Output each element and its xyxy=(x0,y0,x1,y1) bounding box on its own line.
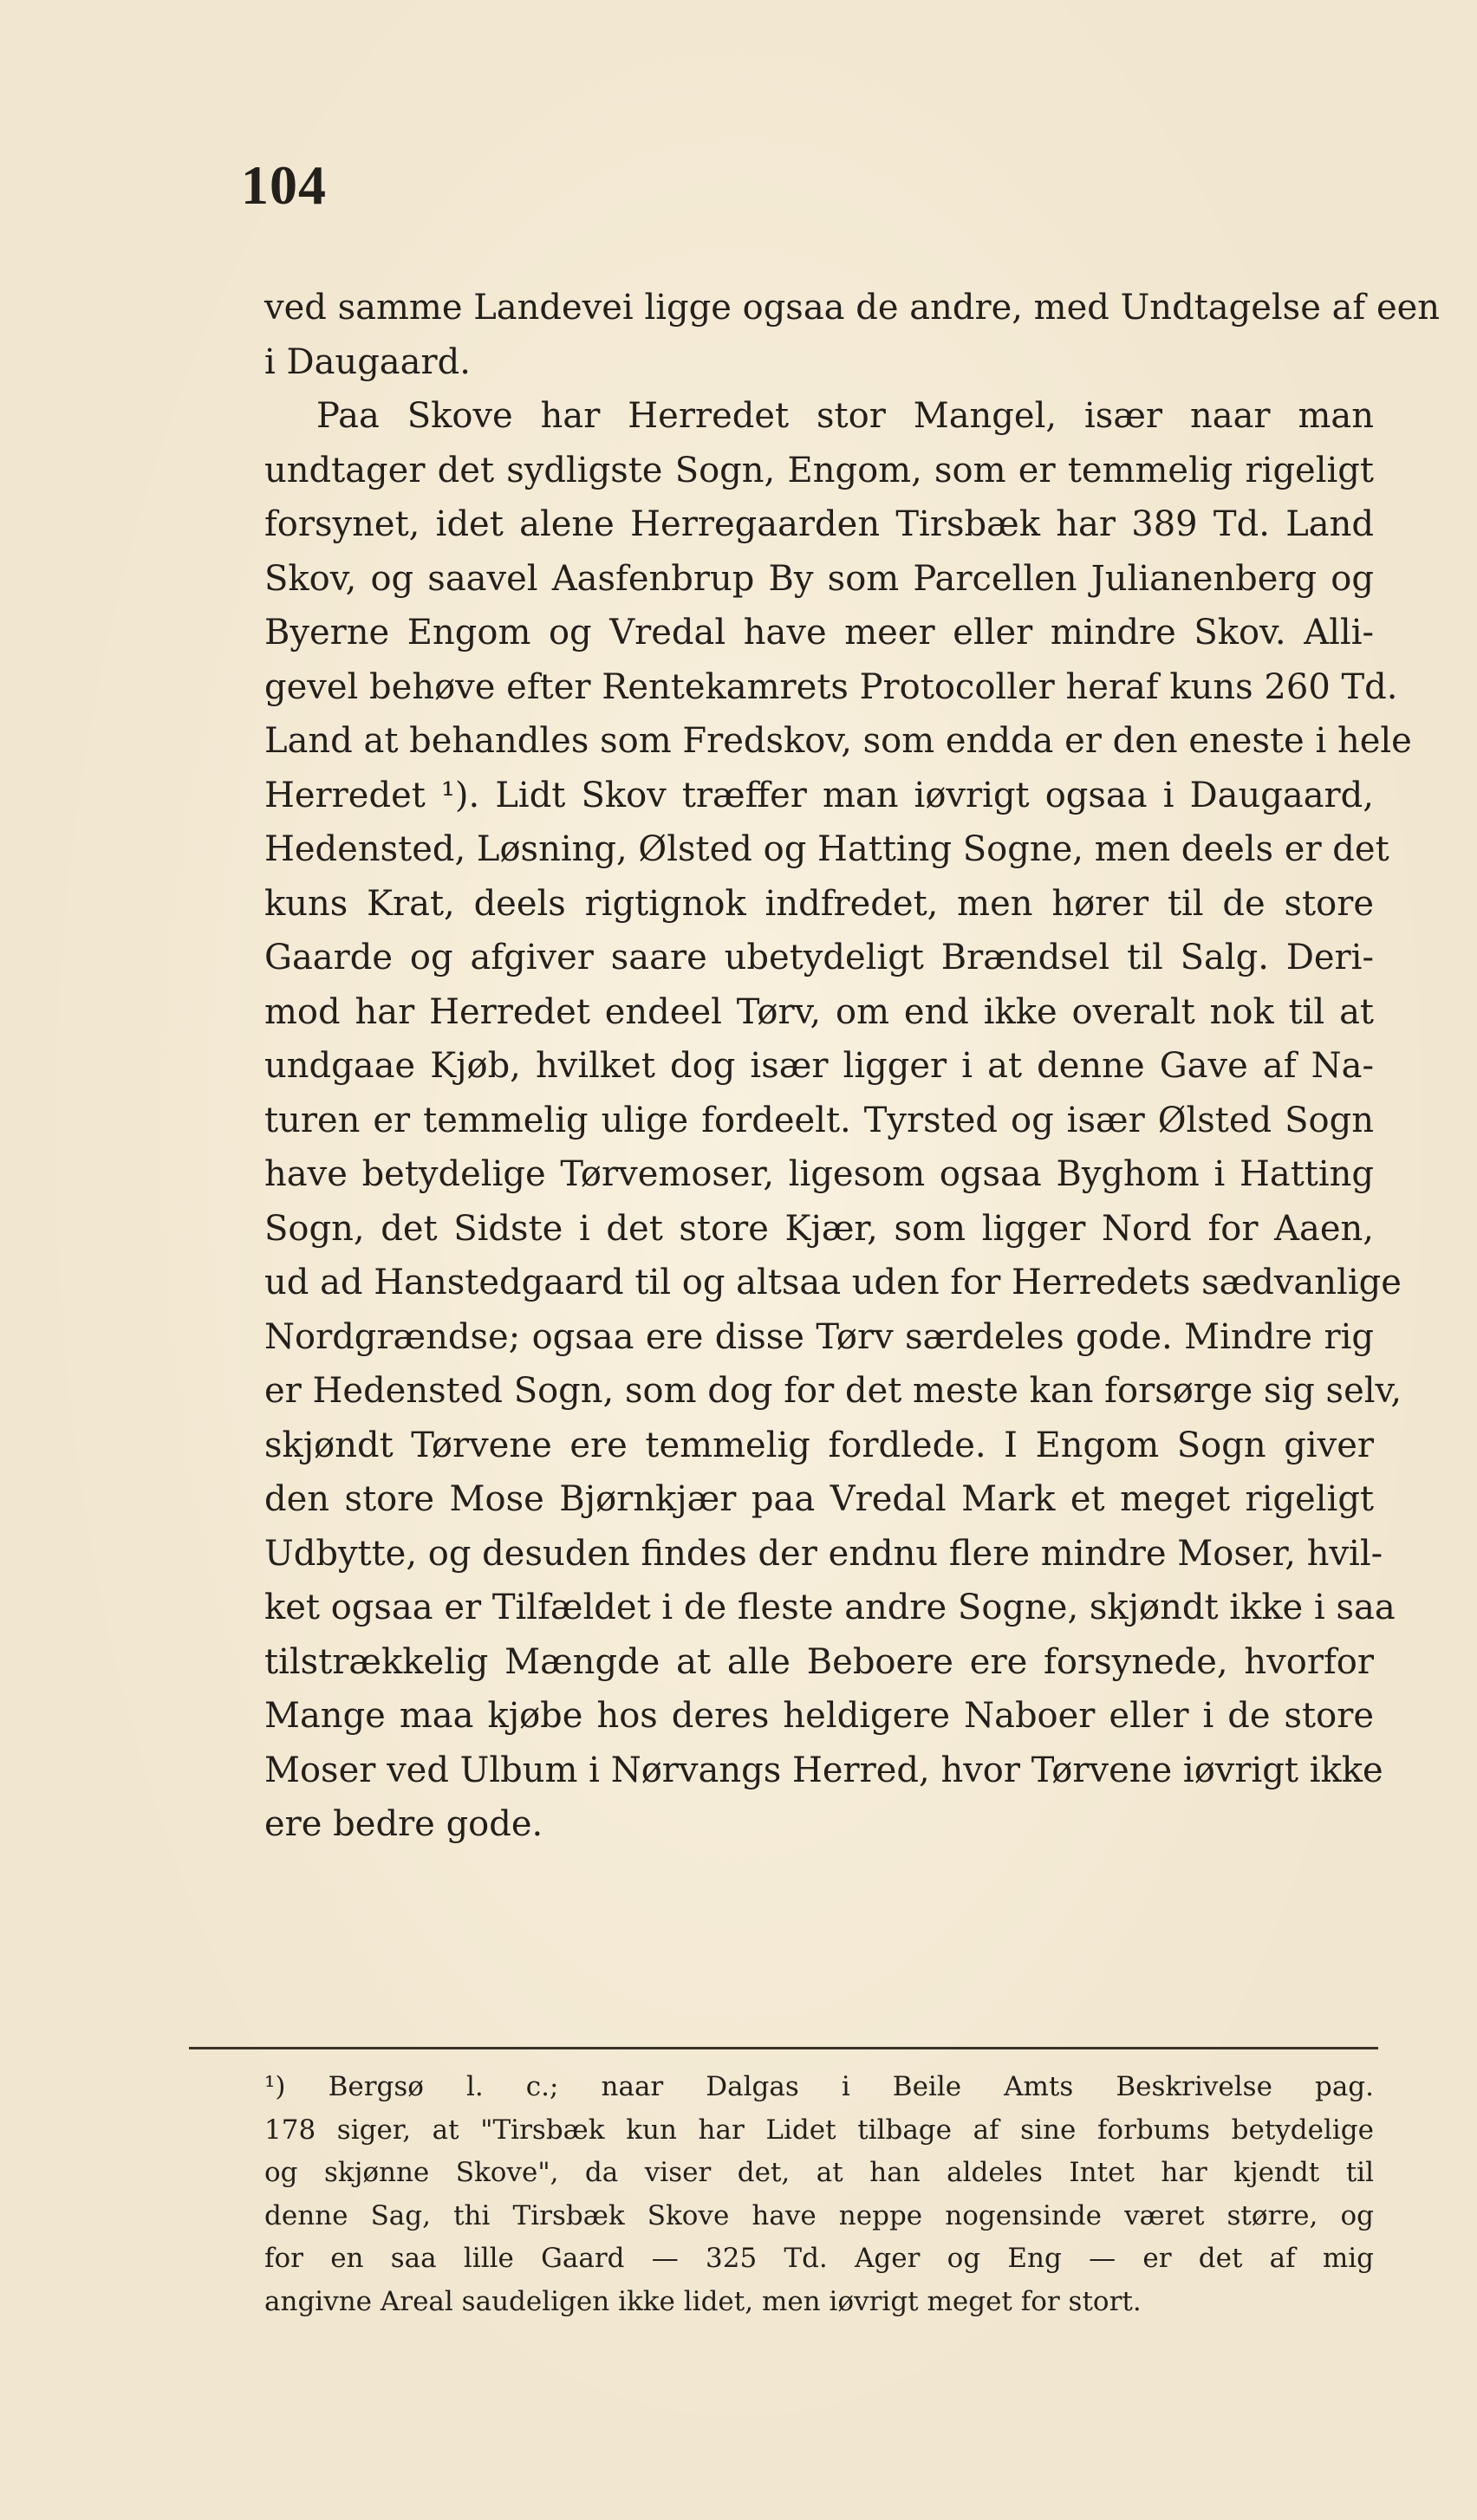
footnote-line: og skjønne Skove", da viser det, at han aldeles Intet har kjendt til xyxy=(264,2157,1374,2188)
body-line: Land at behandles som Fredskov, som endda er den eneste i hele xyxy=(264,721,1412,761)
body-line: gevel behøve efter Rentekamrets Protocoller heraf kuns 260 Td. xyxy=(264,666,1398,707)
body-line: i Daugaard. xyxy=(264,341,471,382)
footnote-line: ¹) Bergsø l. c.; naar Dalgas i Beile Amts Beskrivelse pag. xyxy=(264,2071,1374,2102)
footnote-line: denne Sag, thi Tirsbæk Skove have neppe nogensinde været større, og xyxy=(264,2199,1374,2231)
footnote-line: 178 siger, at "Tirsbæk kun har Lidet tilbage af sine forbums betydelige xyxy=(264,2114,1374,2146)
body-line: forsynet, idet alene Herregaarden Tirsbæk har 389 Td. Land xyxy=(264,504,1374,544)
body-line: ved samme Landevei ligge ogsaa de andre, med Undtagelse af een xyxy=(264,288,1441,328)
body-line: Mange maa kjøbe hos deres heldigere Naboer eller i de store xyxy=(264,1696,1374,1736)
body-line: ud ad Hanstedgaard til og altsaa uden for Herredets sædvanlige xyxy=(264,1263,1402,1302)
page-number: 104 xyxy=(241,154,327,216)
body-line: den store Mose Bjørnkjær paa Vredal Mark et meget rigeligt xyxy=(264,1479,1374,1519)
body-line: have betydelige Tørvemoser, ligesom ogsaa Byghom i Hatting xyxy=(264,1154,1374,1194)
body-line: undgaae Kjøb, hvilket dog især ligger i at denne Gave af Na- xyxy=(264,1046,1374,1086)
body-line: Nordgrændse; ogsaa ere disse Tørv særdeles gode. Mindre rig xyxy=(264,1316,1374,1357)
footnote-separator xyxy=(189,2047,1378,2049)
body-line: Paa Skove har Herredet stor Mangel, især naar man xyxy=(316,396,1374,436)
body-line: Skov, og saavel Aasfenbrup By som Parcellen Julianenberg og xyxy=(264,558,1374,599)
body-line: Hedensted, Løsning, Ølsted og Hatting Sogne, men deels er det xyxy=(264,829,1389,869)
body-line: undtager det sydligste Sogn, Engom, som er temmelig rigeligt xyxy=(264,450,1374,490)
body-line: Sogn, det Sidste i det store Kjær, som ligger Nord for Aaen, xyxy=(264,1208,1374,1249)
body-line: tilstrækkelig Mængde at alle Beboere ere forsynede, hvorfor xyxy=(264,1641,1374,1682)
footnote-line: for en saa lille Gaard — 325 Td. Ager og Eng — er det af mig xyxy=(264,2243,1374,2274)
body-line: kuns Krat, deels rigtignok indfredet, men hører til de store xyxy=(264,883,1374,924)
footnote xyxy=(264,2066,1374,2323)
body-line: er Hedensted Sogn, som dog for det meste kan forsørge sig selv, xyxy=(264,1371,1402,1411)
body-line: mod har Herredet endeel Tørv, om end ikke overalt nok til at xyxy=(264,991,1374,1032)
body-line: Gaarde og afgiver saare ubetydeligt Brændsel til Salg. Deri- xyxy=(264,938,1374,977)
body-line: ere bedre gode. xyxy=(264,1804,543,1844)
body-line: ket ogsaa er Tilfældet i de fleste andre Sogne, skjøndt ikke i saa xyxy=(264,1588,1396,1627)
footnote-line: angivne Areal saudeligen ikke lidet, men iøvrigt meget for stort. xyxy=(264,2285,1142,2317)
body-line: skjøndt Tørvene ere temmelig fordlede. I Engom Sogn giver xyxy=(264,1425,1374,1465)
body-line: Byerne Engom og Vredal have meer eller mindre Skov. Alli- xyxy=(264,613,1374,653)
body-line: Herredet ¹). Lidt Skov træffer man iøvrigt ogsaa i Daugaard, xyxy=(264,775,1374,815)
body-line: turen er temmelig ulige fordeelt. Tyrsted og især Ølsted Sogn xyxy=(264,1100,1374,1140)
body-text xyxy=(264,281,1441,1852)
body-line: Udbytte, og desuden findes der endnu flere mindre Moser, hvil- xyxy=(264,1533,1383,1574)
body-line: Moser ved Ulbum i Nørvangs Herred, hvor Tørvene iøvrigt ikke xyxy=(264,1750,1383,1790)
